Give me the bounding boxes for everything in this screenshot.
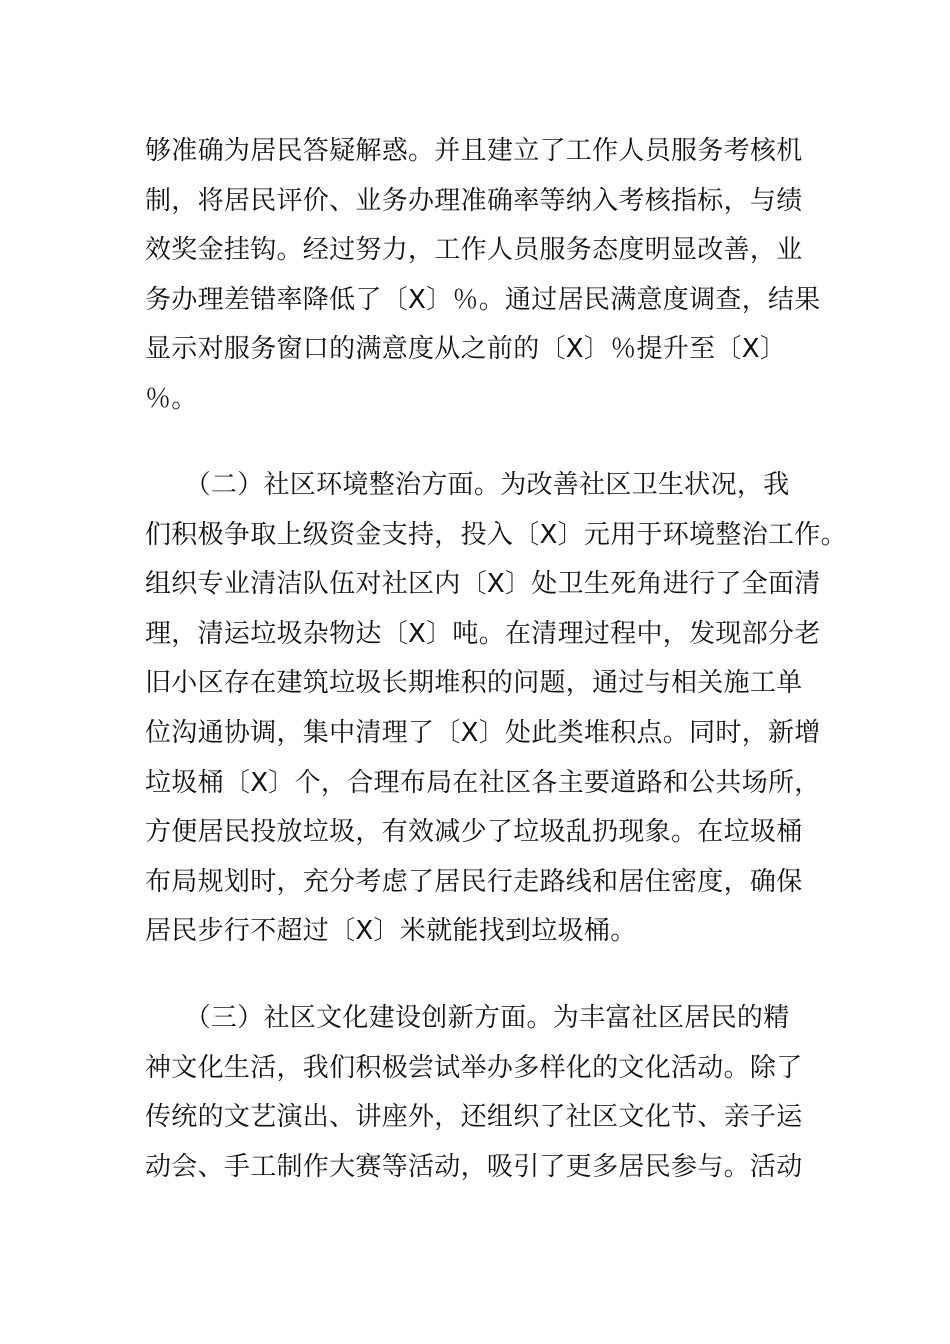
text-line: 够准确为居民答疑解惑。并且建立了工作人员服务考核机: [145, 136, 803, 166]
text-line: 旧小区存在建筑垃圾长期堆积的问题，通过与相关施工单: [145, 668, 803, 699]
text-line: 组织专业清洁队伍对社区内〔X〕处卫生死角进行了全面清: [145, 569, 821, 600]
text-line: 传统的文艺演出、讲座外，还组织了社区文化节、亲子运: [145, 1102, 803, 1133]
text-line: 效奖金挂钩。经过努力，工作人员服务态度明显改善，业: [145, 235, 803, 266]
text-line: 显示对服务窗口的满意度从之前的〔X〕％提升至〔X〕: [145, 334, 787, 365]
text-line: 位沟通协调，集中清理了〔X〕处此类堆积点。同时，新增: [145, 717, 821, 748]
text-line: 动会、手工制作大赛等活动，吸引了更多居民参与。活动: [145, 1151, 803, 1182]
paragraph-environment-improvement: [145, 461, 847, 957]
text-line: 理，清运垃圾杂物达〔X〕吨。在清理过程中，发现部分老: [145, 618, 821, 649]
text-line: 布局规划时，充分考虑了居民行走路线和居住密度，确保: [145, 866, 803, 897]
text-line: 制，将居民评价、业务办理准确率等纳入考核指标，与绩: [145, 185, 803, 216]
text-line: 务办理差错率降低了〔X〕％。通过居民满意度调查，结果: [145, 284, 821, 315]
text-line: 神文化生活，我们积极尝试举办多样化的文化活动。除了: [145, 1052, 803, 1083]
paragraph-culture-innovation: [145, 994, 825, 1192]
paragraph-service-assessment: [145, 127, 825, 425]
text-line: （三）社区文化建设创新方面。为丰富社区居民的精: [145, 1003, 790, 1033]
text-line: 居民步行不超过〔X〕米就能找到垃圾桶。: [145, 916, 637, 947]
text-line: 方便居民投放垃圾，有效减少了垃圾乱扔现象。在垃圾桶: [145, 817, 803, 848]
text-line: （二）社区环境整治方面。为改善社区卫生状况，我: [145, 470, 790, 500]
text-line: 们积极争取上级资金支持，投入〔X〕元用于环境整治工作。: [145, 519, 847, 550]
text-line: ％。: [145, 383, 198, 414]
text-line: 垃圾桶〔X〕个，合理布局在社区各主要道路和公共场所，: [145, 767, 821, 798]
